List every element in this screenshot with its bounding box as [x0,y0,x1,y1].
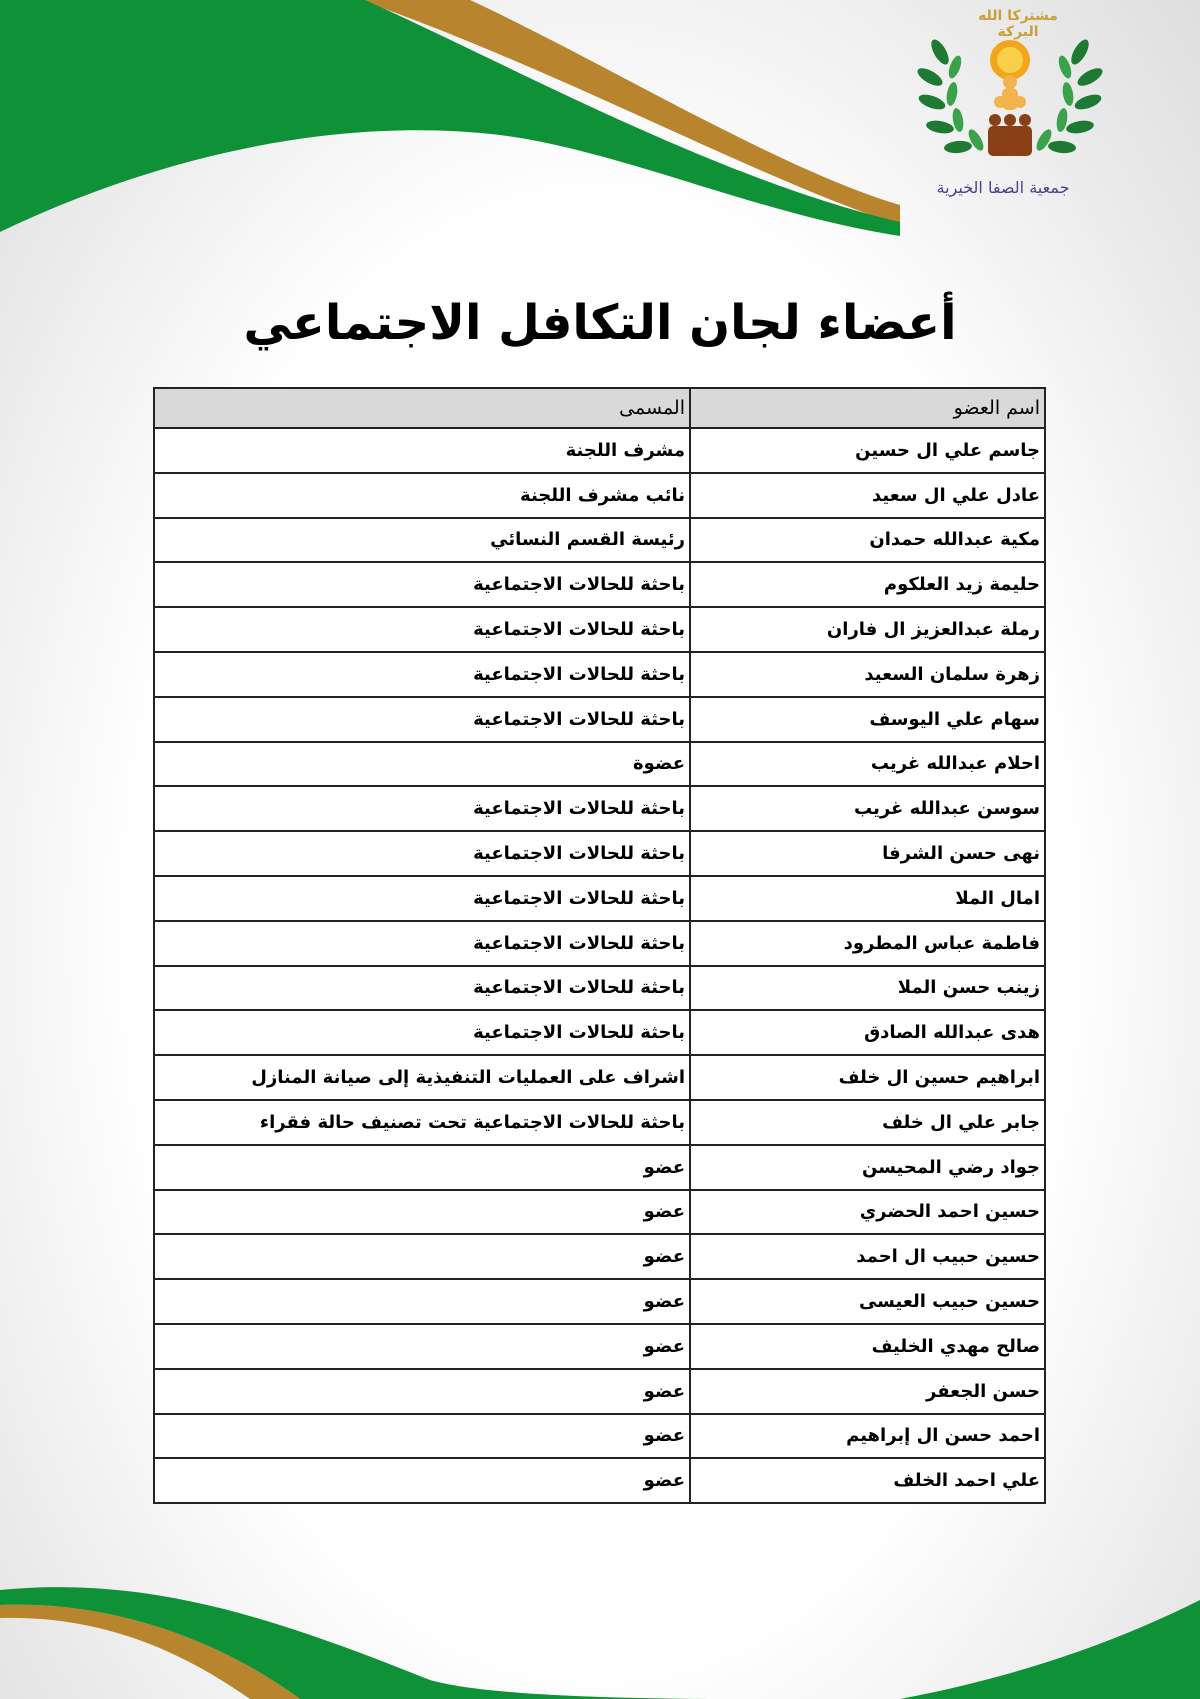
member-name-cell: ابراهيم حسين ال خلف [690,1055,1045,1100]
members-table-body [154,428,1045,1503]
member-title-cell: عضو [154,1234,690,1279]
member-name-cell: حسين احمد الحضري [690,1190,1045,1235]
member-name-cell: جواد رضي المحيسن [690,1145,1045,1190]
member-title-cell: عضوة [154,742,690,787]
member-title-cell: باحثة للحالات الاجتماعية تحت تصنيف حالة فقراء [154,1100,690,1145]
table-row [154,562,1045,607]
table-row [154,1145,1045,1190]
table-row [154,518,1045,563]
organization-logo [918,8,1118,208]
member-name-cell: امال الملا [690,876,1045,921]
member-title-cell: باحثة للحالات الاجتماعية [154,652,690,697]
table-row [154,831,1045,876]
table-row [154,742,1045,787]
table-row [154,473,1045,518]
member-title-cell: عضو [154,1414,690,1459]
table-row [154,1324,1045,1369]
table-row [154,1055,1045,1100]
member-title-cell: عضو [154,1369,690,1414]
member-title-cell: باحثة للحالات الاجتماعية [154,1010,690,1055]
organization-name: جمعية الصفا الخيرية [936,178,1070,197]
table-row [154,1234,1045,1279]
member-name-cell: هدى عبدالله الصادق [690,1010,1045,1055]
table-row [154,921,1045,966]
member-name-cell: حليمة زيد العلكوم [690,562,1045,607]
member-name-cell: علي احمد الخلف [690,1458,1045,1503]
member-name-cell: صالح مهدي الخليف [690,1324,1045,1369]
member-title-cell: عضو [154,1145,690,1190]
member-name-cell: نهى حسن الشرفا [690,831,1045,876]
member-title-cell: اشراف على العمليات التنفيذية إلى صيانة المنازل [154,1055,690,1100]
member-name-cell: حسن الجعفر [690,1369,1045,1414]
member-title-cell: باحثة للحالات الاجتماعية [154,831,690,876]
member-title-cell: عضو [154,1190,690,1235]
table-row [154,652,1045,697]
member-title-cell: رئيسة القسم النسائي [154,518,690,563]
column-header-title: المسمى [154,388,690,428]
member-title-cell: باحثة للحالات الاجتماعية [154,562,690,607]
table-row [154,966,1045,1011]
table-row [154,1100,1045,1145]
page-title: أعضاء لجان التكافل الاجتماعي [243,295,957,351]
member-name-cell: جاسم علي ال حسين [690,428,1045,473]
member-name-cell: زهرة سلمان السعيد [690,652,1045,697]
member-title-cell: باحثة للحالات الاجتماعية [154,876,690,921]
member-name-cell: سوسن عبدالله غريب [690,786,1045,831]
member-name-cell: جابر علي ال خلف [690,1100,1045,1145]
table-row [154,1190,1045,1235]
member-name-cell: حسين حبيب ال احمد [690,1234,1045,1279]
member-title-cell: باحثة للحالات الاجتماعية [154,697,690,742]
member-title-cell: عضو [154,1324,690,1369]
member-title-cell: باحثة للحالات الاجتماعية [154,786,690,831]
logo-emblem-icon [910,22,1110,192]
member-name-cell: سهام علي اليوسف [690,697,1045,742]
logo-top-text: مشتركا الله البركة [978,8,1058,40]
top-green-wave [0,0,900,236]
table-row [154,876,1045,921]
table-row [154,1279,1045,1324]
member-title-cell: مشرف اللجنة [154,428,690,473]
table-row [154,786,1045,831]
member-name-cell: حسين حبيب العيسى [690,1279,1045,1324]
member-name-cell: رملة عبدالعزيز ال فاران [690,607,1045,652]
member-name-cell: مكية عبدالله حمدان [690,518,1045,563]
member-title-cell: باحثة للحالات الاجتماعية [154,921,690,966]
member-title-cell: باحثة للحالات الاجتماعية [154,966,690,1011]
member-title-cell: عضو [154,1458,690,1503]
member-title-cell: عضو [154,1279,690,1324]
member-name-cell: زينب حسن الملا [690,966,1045,1011]
member-name-cell: احلام عبدالله غريب [690,742,1045,787]
table-row [154,697,1045,742]
table-row [154,1369,1045,1414]
table-header-row [154,388,1045,428]
table-row [154,1010,1045,1055]
column-header-name: اسم العضو [690,388,1045,428]
member-name-cell: عادل علي ال سعيد [690,473,1045,518]
member-name-cell: فاطمة عباس المطرود [690,921,1045,966]
members-table [153,387,1046,1504]
table-row [154,1458,1045,1503]
member-title-cell: باحثة للحالات الاجتماعية [154,607,690,652]
member-name-cell: احمد حسن ال إبراهيم [690,1414,1045,1459]
table-row [154,607,1045,652]
member-title-cell: نائب مشرف اللجنة [154,473,690,518]
table-row [154,428,1045,473]
table-row [154,1414,1045,1459]
